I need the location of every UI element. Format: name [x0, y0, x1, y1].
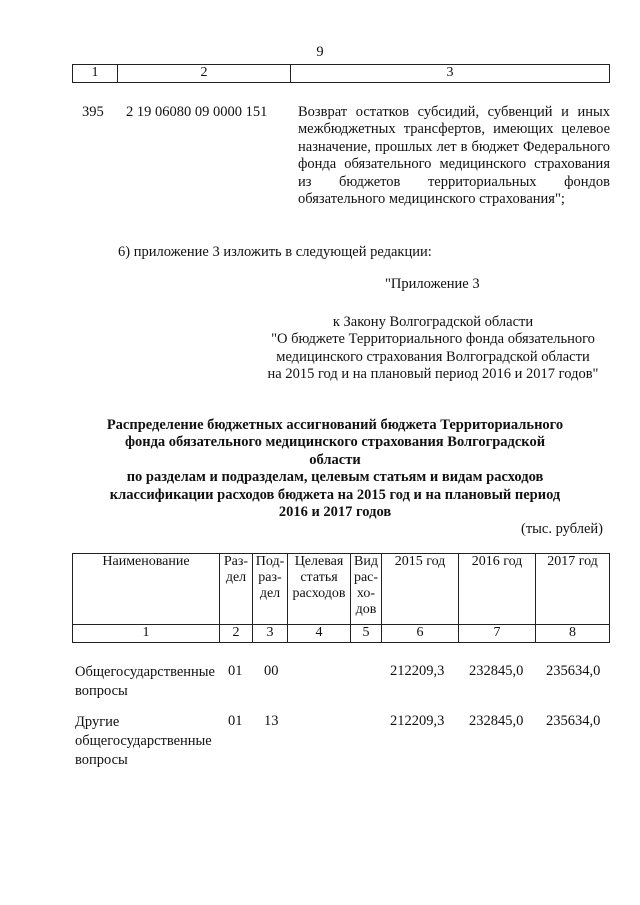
header-line: дел	[259, 586, 281, 602]
header-line: рас-	[353, 570, 379, 586]
header-line: Под-	[255, 554, 285, 569]
header-line: 2017 год	[547, 554, 598, 569]
row-name-line: Общегосударственные	[75, 664, 215, 680]
column-number-cell: 3	[291, 65, 610, 83]
distribution-title-line: классификации расходов бюджета на 2015 год и на плановый период	[109, 486, 561, 503]
column-number-cell: 6	[382, 625, 459, 643]
header-line: статья	[300, 570, 338, 586]
income-description: Возврат остатков субсидий, субвенций и иных межбюджетных трансфертов, имеющих целевое назначение, прошлых лет в бюджет Федерального фонда обязательного медицинского страхования из бюджетов территориальных фондов обязательного медицинского страхования";	[298, 104, 610, 207]
header-year-2017	[536, 554, 610, 625]
row-name	[75, 663, 223, 701]
header-line: раз-	[258, 570, 282, 586]
column-number-cell: 1	[73, 65, 118, 83]
distribution-title-line: 2016 и 2017 годов	[278, 503, 392, 520]
header-razdel	[220, 554, 253, 625]
law-reference-line: "О бюджете Территориального фонда обязательного	[271, 331, 595, 348]
budget-table	[72, 553, 610, 643]
header-line: 2015 год	[394, 554, 446, 569]
law-reference	[255, 314, 611, 384]
row-razdel: 01	[228, 663, 243, 679]
column-number-cell: 3	[253, 625, 288, 643]
page-number: 9	[316, 44, 324, 60]
row-value-2017: 235634,0	[546, 663, 601, 679]
row-value-2015: 212209,3	[390, 713, 445, 729]
row-name	[75, 713, 223, 770]
column-number-cell: 2	[220, 625, 253, 643]
units-label: (тыс. рублей)	[521, 521, 603, 537]
header-expense-type	[351, 554, 382, 625]
row-name-line: вопросы	[75, 682, 128, 699]
header-year-2016	[459, 554, 536, 625]
law-reference-line: на 2015 год и на плановый период 2016 и 2017 годов"	[267, 366, 599, 383]
header-line: 2016 год	[471, 554, 523, 569]
row-value-2016: 232845,0	[469, 663, 524, 679]
column-number-cell: 2	[118, 65, 291, 83]
header-line: Вид	[354, 554, 378, 569]
header-line: расходов	[292, 586, 346, 602]
row-podrazdel: 13	[264, 713, 279, 729]
column-number-cell: 8	[536, 625, 610, 643]
distribution-title	[100, 417, 570, 521]
row-podrazdel: 00	[264, 663, 279, 679]
header-year-2015	[382, 554, 459, 625]
amendment-item: 6) приложение 3 изложить в следующей редакции:	[118, 244, 432, 260]
header-line: дел	[225, 570, 247, 586]
row-value-2015: 212209,3	[390, 663, 445, 679]
table-header-row	[73, 554, 610, 625]
header-podrazdel	[253, 554, 288, 625]
distribution-title-line: Распределение бюджетных ассигнований бюджета Территориального	[106, 417, 564, 433]
row-name-line: Другие	[75, 714, 120, 730]
row-name-line: вопросы	[75, 751, 128, 768]
appendix-title: "Приложение 3	[385, 276, 480, 292]
row-name-line: общегосударственные	[75, 732, 212, 749]
admin-code: 395	[82, 104, 104, 120]
law-reference-line: медицинского страхования Волгоградской области	[276, 348, 590, 365]
header-line: Наименование	[102, 554, 190, 569]
distribution-title-line: по разделам и подразделам, целевым статьям и видам расходов	[126, 469, 544, 486]
row-value-2016: 232845,0	[469, 713, 524, 729]
column-number-cell: 7	[459, 625, 536, 643]
row-value-2017: 235634,0	[546, 713, 601, 729]
column-number-cell: 1	[73, 625, 220, 643]
header-target-article	[288, 554, 351, 625]
header-line: Раз-	[223, 554, 249, 569]
distribution-title-line: фонда обязательного медицинского страхования Волгоградской области	[124, 434, 546, 468]
row-razdel: 01	[228, 713, 243, 729]
column-number-header	[72, 64, 610, 83]
header-line: Целевая	[294, 554, 344, 569]
column-number-cell: 4	[288, 625, 351, 643]
header-name	[73, 554, 220, 625]
header-line: хо-	[356, 586, 376, 602]
column-number-cell: 5	[351, 625, 382, 643]
law-reference-line: к Закону Волгоградской области	[332, 314, 534, 330]
header-line: дов	[355, 602, 377, 618]
table-column-numbers	[73, 625, 610, 643]
budget-classification-code: 2 19 06080 09 0000 151	[126, 104, 268, 120]
